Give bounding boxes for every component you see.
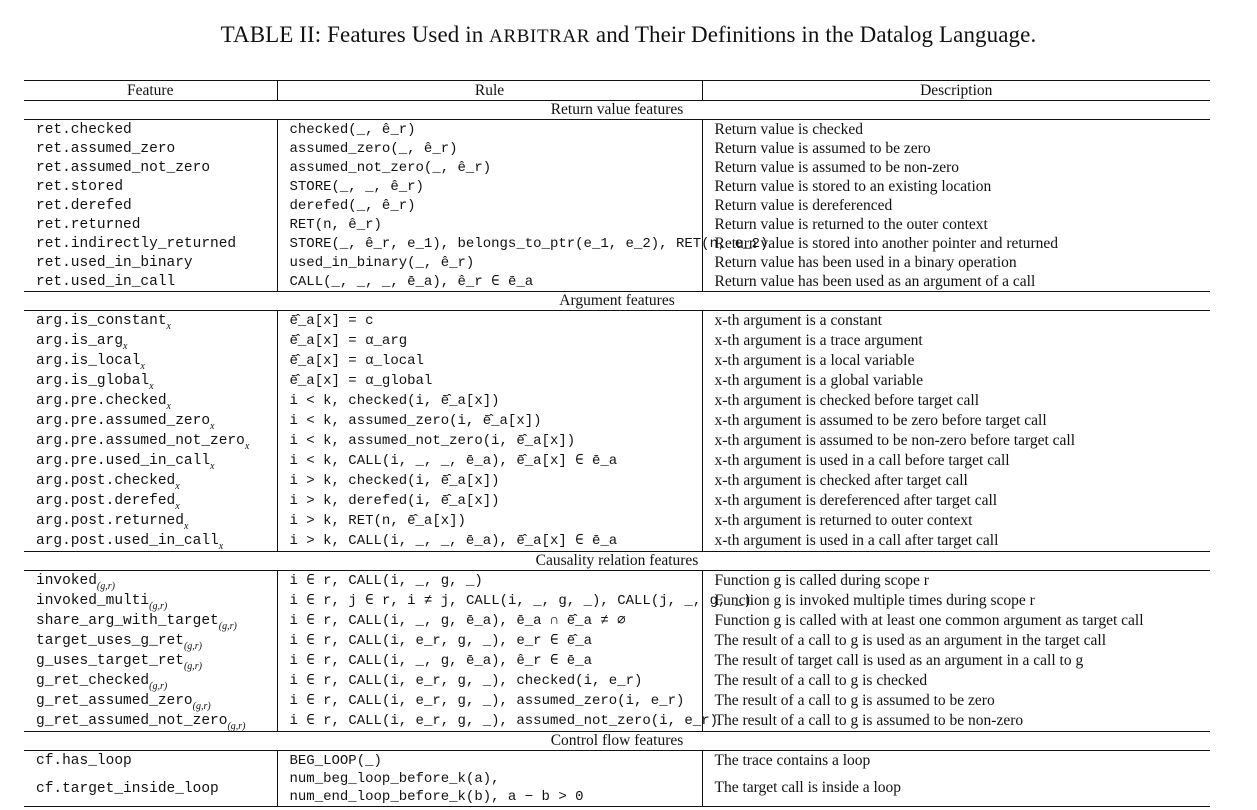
feature-name: arg.post.derefed <box>36 493 176 509</box>
rule-cell: i ∈ r, CALL(i, e_r, g, _), assumed_zero(i, e_r) <box>277 691 702 711</box>
feature-name: arg.pre.assumed_not_zero <box>36 433 245 449</box>
description-cell: x-th argument is a constant <box>714 312 883 329</box>
feature-subscript: x <box>210 421 215 432</box>
description-cell: x-th argument is checked before target call <box>714 392 980 409</box>
table-row <box>24 671 1210 691</box>
feature-subscript: (g,r) <box>149 681 168 692</box>
feature-cell <box>24 751 277 771</box>
feature-name: ret.derefed <box>36 198 132 214</box>
feature-name: ret.assumed_zero <box>36 141 176 157</box>
feature-cell <box>24 631 277 651</box>
feature-name: g_ret_assumed_zero <box>36 693 193 709</box>
rule-cell: i < k, checked(i, ē̂_a[x]) <box>277 391 702 411</box>
rule-cell: STORE(_, ê_r, e_1), belongs_to_ptr(e_1, e_2), RET(n, e_2) <box>277 234 702 253</box>
description-cell: Return value is dereferenced <box>714 196 893 214</box>
rule-cell: i ∈ r, CALL(i, e_r, g, _), assumed_not_zero(i, e_r) <box>277 711 702 732</box>
table-row <box>24 411 1210 431</box>
section-header-row <box>24 292 1210 311</box>
table-row <box>24 331 1210 351</box>
feature-subscript: x <box>218 541 224 552</box>
feature-name: g_ret_assumed_not_zero <box>36 713 228 729</box>
feature-subscript: x <box>140 361 145 372</box>
rule-cell: i > k, checked(i, ē̂_a[x]) <box>277 471 702 491</box>
table-row <box>24 491 1210 511</box>
feature-subscript: (g,r) <box>218 621 237 632</box>
section-header-row <box>24 101 1210 120</box>
feature-subscript: x <box>175 501 180 512</box>
table-row <box>24 631 1210 651</box>
table-row <box>24 651 1210 671</box>
feature-subscript: x <box>166 321 171 332</box>
section-header-row <box>24 552 1210 571</box>
header-row <box>24 81 1210 101</box>
description-cell: The target call is inside a loop <box>702 770 1210 807</box>
feature-cell <box>24 611 277 631</box>
feature-cell <box>24 451 277 471</box>
section-header-row <box>24 732 1210 751</box>
rule-cell: i > k, CALL(i, _, _, ē_a), ē̂_a[x] ∈ ē_a <box>277 531 702 552</box>
description-cell: Return value has been used in a binary operation <box>714 253 1017 271</box>
feature-name: ret.used_in_binary <box>36 255 193 271</box>
section-title: Argument features <box>24 292 1210 311</box>
feature-subscript: x <box>123 341 128 352</box>
feature-cell <box>24 215 277 234</box>
caption-suffix: and Their Definitions in the Datalog Language. <box>590 22 1037 47</box>
feature-name: invoked <box>36 573 97 589</box>
description-cell: x-th argument is used in a call after target call <box>714 532 999 549</box>
rule-cell: i ∈ r, CALL(i, _, g, ē_a), ê_r ∈ ē_a <box>277 651 702 671</box>
feature-subscript: (g,r) <box>227 721 246 732</box>
feature-name: invoked_multi <box>36 593 150 609</box>
feature-name: arg.post.returned <box>36 513 184 529</box>
feature-cell <box>24 177 277 196</box>
feature-cell <box>24 311 277 332</box>
rule-cell: BEG_LOOP(_) <box>277 751 702 771</box>
feature-subscript: x <box>149 381 154 392</box>
table-row <box>24 371 1210 391</box>
table-row <box>24 234 1210 253</box>
section-title: Causality relation features <box>24 552 1210 571</box>
feature-cell <box>24 272 277 292</box>
description-cell: Return value is checked <box>714 120 863 138</box>
table-row <box>24 391 1210 411</box>
feature-cell <box>24 234 277 253</box>
rule-cell: RET(n, ê_r) <box>277 215 702 234</box>
description-cell: x-th argument is a global variable <box>714 372 923 389</box>
rule-cell: i ∈ r, CALL(i, _, g, _) <box>277 571 702 592</box>
feature-cell <box>24 196 277 215</box>
rule-cell: i ∈ r, j ∈ r, i ≠ j, CALL(i, _, g, _), CALL(j, _, g, _) <box>277 591 702 611</box>
rule-cell: i ∈ r, CALL(i, _, g, ē_a), ē_a ∩ ē̂_a ≠ ∅ <box>277 611 702 631</box>
table-row <box>24 591 1210 611</box>
feature-name: arg.pre.checked <box>36 393 167 409</box>
table-row <box>24 531 1210 552</box>
description-cell: Return value is assumed to be non-zero <box>714 158 959 176</box>
feature-subscript: (g,r) <box>96 581 115 592</box>
rule-cell: used_in_binary(_, ê_r) <box>277 253 702 272</box>
description-cell: Function g is called during scope r <box>714 572 929 589</box>
table-row <box>24 215 1210 234</box>
table-row <box>24 272 1210 292</box>
description-cell: The result of target call is used as an argument in a call to g <box>714 652 1084 669</box>
feature-name: arg.is_constant <box>36 313 167 329</box>
feature-name: cf.target_inside_loop <box>36 780 219 797</box>
description-cell: The result of a call to g is assumed to be zero <box>714 692 995 709</box>
rule-cell: CALL(_, _, _, ē_a), ê_r ∈ ē_a <box>277 272 702 292</box>
rule-cell: ē̂_a[x] = α_global <box>277 371 702 391</box>
description-cell: Return value is stored to an existing location <box>714 177 992 195</box>
section-title: Control flow features <box>24 732 1210 751</box>
feature-name: arg.post.checked <box>36 473 176 489</box>
feature-name: arg.pre.used_in_call <box>36 453 211 469</box>
description-cell: x-th argument is assumed to be zero before target call <box>714 412 1047 429</box>
rule-cell: checked(_, ê_r) <box>277 120 702 140</box>
table-row <box>24 196 1210 215</box>
caption-prefix: TABLE II: Features Used in <box>220 22 490 47</box>
table-row <box>24 351 1210 371</box>
feature-name: ret.stored <box>36 179 124 195</box>
feature-cell <box>24 431 277 451</box>
table-row <box>24 177 1210 196</box>
rule-cell: i < k, CALL(i, _, _, ē_a), ē̂_a[x] ∈ ē_a <box>277 451 702 471</box>
description-cell: x-th argument is used in a call before target call <box>714 452 1010 469</box>
description-cell: x-th argument is dereferenced after target call <box>714 492 998 509</box>
feature-subscript: (g,r) <box>183 661 202 672</box>
table-row <box>24 611 1210 631</box>
feature-name: arg.is_global <box>36 373 150 389</box>
feature-cell <box>24 391 277 411</box>
description-cell: x-th argument is assumed to be non-zero before target call <box>714 432 1076 449</box>
feature-name: arg.post.used_in_call <box>36 533 219 549</box>
description-cell: The result of a call to g is assumed to be non-zero <box>714 712 1024 729</box>
feature-subscript: x <box>183 521 189 532</box>
rule-cell: i < k, assumed_not_zero(i, ē̂_a[x]) <box>277 431 702 451</box>
feature-name: share_arg_with_target <box>36 613 219 629</box>
feature-name: g_ret_checked <box>36 673 150 689</box>
feature-cell <box>24 331 277 351</box>
table-row <box>24 511 1210 531</box>
table-row <box>24 770 1210 807</box>
description-cell: The result of a call to g is checked <box>714 672 928 689</box>
description-cell: x-th argument is a local variable <box>714 352 915 369</box>
section-title: Return value features <box>24 101 1210 120</box>
feature-cell <box>24 531 277 552</box>
feature-cell <box>24 671 277 691</box>
header-rule: Rule <box>277 81 702 101</box>
table-row <box>24 471 1210 491</box>
feature-cell <box>24 253 277 272</box>
rule-cell: ē̂_a[x] = c <box>277 311 702 332</box>
rule-cell: i ∈ r, CALL(i, e_r, g, _), checked(i, e_r) <box>277 671 702 691</box>
feature-name: ret.indirectly_returned <box>36 236 237 252</box>
table-row <box>24 691 1210 711</box>
feature-cell <box>24 411 277 431</box>
feature-cell <box>24 651 277 671</box>
rule-cell: i ∈ r, CALL(i, e_r, g, _), e_r ∈ ē̂_a <box>277 631 702 651</box>
description-cell: Return value is assumed to be zero <box>714 139 931 157</box>
rule-cell: i > k, derefed(i, ē̂_a[x]) <box>277 491 702 511</box>
feature-name: cf.has_loop <box>36 753 132 769</box>
rule-cell: STORE(_, _, ê_r) <box>277 177 702 196</box>
feature-subscript: x <box>244 441 250 452</box>
feature-cell <box>24 770 277 807</box>
caption-smallcaps: ARBITRAR <box>489 26 591 47</box>
description-cell: Return value is stored into another pointer and returned <box>714 234 1058 252</box>
feature-name: ret.returned <box>36 217 141 233</box>
feature-subscript: (g,r) <box>192 701 211 712</box>
feature-cell <box>24 691 277 711</box>
rule-line-2: num_end_loop_before_k(b), a − b > 0 <box>289 789 584 805</box>
description-cell: Return value is returned to the outer context <box>714 215 988 233</box>
features-table <box>24 80 1210 807</box>
feature-cell <box>24 511 277 531</box>
table-row <box>24 711 1210 732</box>
feature-cell <box>24 571 277 592</box>
description-cell: x-th argument is returned to outer context <box>714 512 973 529</box>
rule-line-1: num_beg_loop_before_k(a), <box>289 771 500 787</box>
feature-name: ret.assumed_not_zero <box>36 160 211 176</box>
feature-subscript: x <box>210 461 215 472</box>
rule-cell: derefed(_, ê_r) <box>277 196 702 215</box>
description-cell: The result of a call to g is used as an argument in the target call <box>714 632 1107 649</box>
description-cell: Function g is called with at least one common argument as target call <box>714 612 1144 629</box>
description-cell: Function g is invoked multiple times during scope r <box>714 592 1035 609</box>
table-row <box>24 120 1210 140</box>
header-feature: Feature <box>24 81 277 101</box>
feature-subscript: (g,r) <box>149 601 168 612</box>
feature-name: ret.checked <box>36 122 132 138</box>
feature-cell <box>24 471 277 491</box>
feature-name: g_uses_target_ret <box>36 653 184 669</box>
table-row <box>24 571 1210 592</box>
description-cell: Return value has been used as an argument of a call <box>714 272 1036 290</box>
feature-name: target_uses_g_ret <box>36 633 184 649</box>
feature-subscript: x <box>166 401 171 412</box>
feature-subscript: (g,r) <box>183 641 202 652</box>
feature-cell <box>24 351 277 371</box>
feature-cell <box>24 591 277 611</box>
rule-cell: ē̂_a[x] = α_local <box>277 351 702 371</box>
table-row <box>24 139 1210 158</box>
feature-subscript: x <box>175 481 180 492</box>
rule-cell: assumed_zero(_, ê_r) <box>277 139 702 158</box>
table-caption <box>0 22 1257 48</box>
feature-name: arg.pre.assumed_zero <box>36 413 211 429</box>
feature-cell <box>24 120 277 140</box>
feature-name: arg.is_arg <box>36 333 124 349</box>
feature-cell <box>24 491 277 511</box>
description-cell: x-th argument is a trace argument <box>714 332 923 349</box>
rule-cell: i < k, assumed_zero(i, ē̂_a[x]) <box>277 411 702 431</box>
table-row <box>24 451 1210 471</box>
rule-cell <box>277 770 702 807</box>
table-row <box>24 431 1210 451</box>
feature-cell <box>24 711 277 732</box>
rule-cell: ē̂_a[x] = α_arg <box>277 331 702 351</box>
table-row <box>24 253 1210 272</box>
feature-cell <box>24 158 277 177</box>
description-cell: The trace contains a loop <box>714 751 871 769</box>
table-row <box>24 311 1210 332</box>
feature-cell <box>24 371 277 391</box>
header-description: Description <box>702 81 1210 101</box>
table-row <box>24 158 1210 177</box>
description-cell: x-th argument is checked after target call <box>714 472 968 489</box>
rule-cell: i > k, RET(n, ē̂_a[x]) <box>277 511 702 531</box>
rule-cell: assumed_not_zero(_, ê_r) <box>277 158 702 177</box>
table-row <box>24 751 1210 771</box>
feature-name: arg.is_local <box>36 353 141 369</box>
feature-cell <box>24 139 277 158</box>
feature-name: ret.used_in_call <box>36 274 176 290</box>
